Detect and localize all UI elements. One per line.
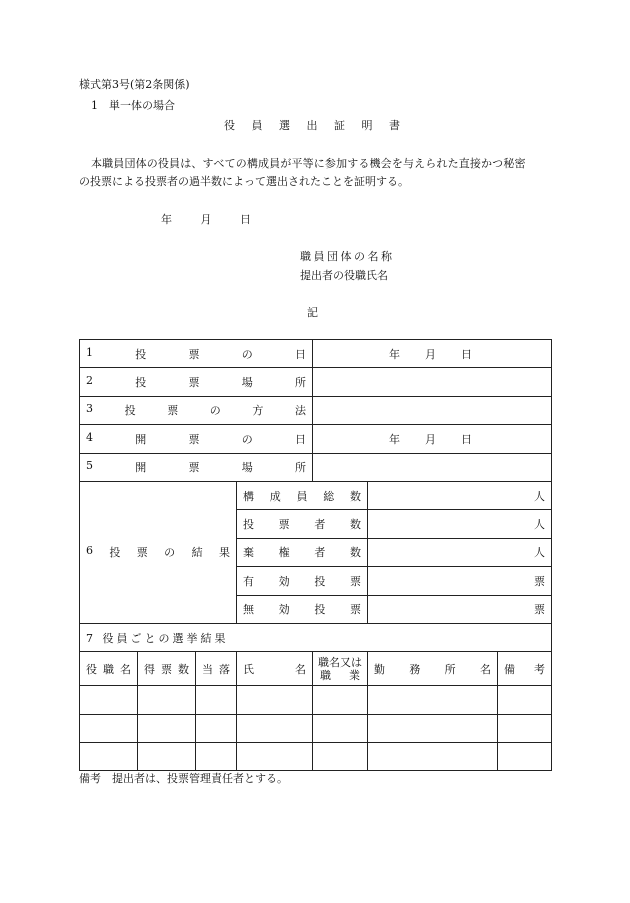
row-label-count-date: 4 開 票 の 日 (80, 425, 313, 453)
position-cell[interactable] (80, 686, 138, 714)
footnote: 備考 提出者は、投票管理責任者とする。 (79, 772, 288, 785)
remarks-cell[interactable] (498, 686, 552, 714)
ki-label: 記 (307, 306, 318, 319)
body-text-line1: 本職員団体の役員は、すべての構成員が平等に参加する機会を与えられた直接かつ秘密 (91, 157, 526, 170)
table-row (80, 453, 552, 481)
result-label-abstainers: 棄 権 者 数 (237, 538, 368, 566)
table-row (80, 623, 552, 651)
row-label-vote-results: 6 投 票 の 結 果 (80, 481, 237, 623)
title-char: 員 (251, 119, 263, 132)
count-place-field[interactable] (313, 453, 552, 481)
invalid-votes-field[interactable]: 票 (368, 595, 552, 623)
row-label-vote-date: 1 投 票 の 日 (80, 340, 313, 368)
votes-cell[interactable] (138, 714, 196, 742)
result-cell[interactable] (196, 686, 237, 714)
table-row (80, 686, 552, 714)
remarks-cell[interactable] (498, 714, 552, 742)
col-header-votes: 得 票 数 (138, 652, 196, 686)
table-row (80, 340, 552, 368)
table-row (80, 481, 552, 509)
workplace-cell[interactable] (368, 686, 498, 714)
table-row (80, 368, 552, 396)
title-char: 明 (361, 119, 373, 132)
vote-place-field[interactable] (313, 368, 552, 396)
abstainers-field[interactable]: 人 (368, 538, 552, 566)
remarks-cell[interactable] (498, 743, 552, 771)
column-header-row (80, 652, 552, 686)
date-line (161, 213, 251, 227)
workplace-cell[interactable] (368, 743, 498, 771)
row-label-vote-method: 3 投 票 の 方 法 (80, 396, 313, 424)
title-char: 役 (224, 119, 235, 132)
count-date-field[interactable]: 年 月 日 (313, 425, 552, 453)
title-char: 証 (334, 119, 345, 132)
col-header-name: 氏 名 (237, 652, 313, 686)
row-label-vote-place: 2 投 票 場 所 (80, 368, 313, 396)
col-header-occupation: 職名又は 職 業 (313, 652, 368, 686)
name-cell[interactable] (237, 743, 313, 771)
result-cell[interactable] (196, 714, 237, 742)
result-label-valid-votes: 有 効 投 票 (237, 567, 368, 595)
election-form-table (79, 339, 552, 771)
result-label-total-members: 構 成 員 総 数 (237, 481, 368, 509)
document-title (224, 119, 400, 133)
org-name-label: 職員団体の名称 (300, 250, 395, 263)
section-heading: 1 単一体の場合 (91, 99, 175, 112)
table-row (80, 743, 552, 771)
votes-cell[interactable] (138, 686, 196, 714)
body-text-line2: の投票による投票者の過半数によって選出されたことを証明する。 (79, 175, 409, 188)
form-number: 様式第3号(第2条関係) (79, 78, 190, 91)
row-label-count-place: 5 開 票 場 所 (80, 453, 313, 481)
submitter-label: 提出者の役職氏名 (300, 269, 388, 282)
col-header-workplace: 勤 務 所 名 (368, 652, 498, 686)
workplace-cell[interactable] (368, 714, 498, 742)
col-header-position: 役 職 名 (80, 652, 138, 686)
table-row (80, 425, 552, 453)
total-members-field[interactable]: 人 (368, 481, 552, 509)
occupation-cell[interactable] (313, 686, 368, 714)
year-label: 年 (161, 213, 172, 226)
result-cell[interactable] (196, 743, 237, 771)
position-cell[interactable] (80, 714, 138, 742)
valid-votes-field[interactable]: 票 (368, 567, 552, 595)
vote-date-field[interactable]: 年 月 日 (313, 340, 552, 368)
name-cell[interactable] (237, 686, 313, 714)
name-cell[interactable] (237, 714, 313, 742)
result-label-voters: 投 票 者 数 (237, 510, 368, 538)
vote-method-field[interactable] (313, 396, 552, 424)
position-cell[interactable] (80, 743, 138, 771)
votes-cell[interactable] (138, 743, 196, 771)
voters-field[interactable]: 人 (368, 510, 552, 538)
table-row (80, 714, 552, 742)
occupation-cell[interactable] (313, 714, 368, 742)
title-char: 出 (306, 119, 318, 132)
title-char: 書 (389, 119, 400, 132)
section7-heading: 7 役員ごとの選挙結果 (80, 623, 552, 651)
month-label: 月 (200, 213, 212, 226)
title-char: 選 (279, 119, 290, 132)
col-header-result: 当 落 (196, 652, 237, 686)
table-row (80, 396, 552, 424)
occupation-cell[interactable] (313, 743, 368, 771)
col-header-remarks: 備 考 (498, 652, 552, 686)
day-label: 日 (240, 213, 251, 226)
result-label-invalid-votes: 無 効 投 票 (237, 595, 368, 623)
